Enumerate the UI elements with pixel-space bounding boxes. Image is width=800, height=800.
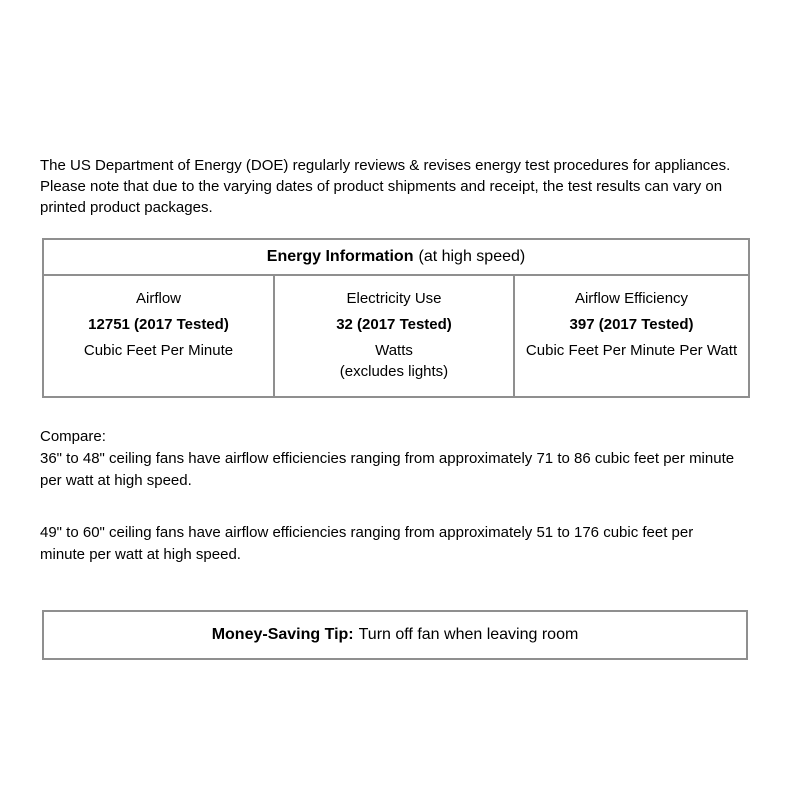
energy-cell-electricity-use: [274, 275, 514, 397]
electricity-use-unit: Watts: [375, 342, 413, 359]
energy-table-header-row: [43, 239, 749, 275]
energy-cell-airflow: [43, 275, 274, 397]
airflow-efficiency-label: Airflow Efficiency: [574, 290, 689, 307]
energy-information-table: [42, 238, 750, 398]
energy-cell-airflow-efficiency: [514, 275, 749, 397]
energy-table-header: [43, 239, 749, 275]
airflow-efficiency-value: 397 (2017 Tested): [569, 316, 694, 333]
compare-heading: Compare:: [40, 428, 106, 445]
money-saving-tip-text: Turn off fan when leaving room: [358, 626, 579, 643]
compare-paragraph-36-48: 36" to 48" ceiling fans have airflow efficiencies ranging from approximately 71 to 86 cubic feet per minute per watt at high speed.: [40, 450, 735, 489]
electricity-use-unit-note: (excludes lights): [339, 363, 449, 380]
doe-disclaimer-paragraph: The US Department of Energy (DOE) regularly reviews & revises energy test procedures for appliances. Please note that due to the varying dates of product shipments and receipt, the test results can vary on printed product packages.: [40, 157, 731, 216]
airflow-unit: Cubic Feet Per Minute: [83, 342, 234, 359]
compare-paragraph-49-60: 49" to 60" ceiling fans have airflow efficiencies ranging from approximately 51 to 176 cubic feet per minute per watt at high speed.: [40, 524, 694, 563]
airflow-label: Airflow: [135, 290, 181, 307]
money-saving-tip-box: [42, 610, 748, 660]
energy-table-title: Energy Information: [266, 248, 414, 265]
compare-section: [40, 426, 740, 566]
energy-table-body-row: [43, 275, 749, 397]
money-saving-tip-label: Money-Saving Tip:: [211, 626, 354, 643]
airflow-efficiency-unit: Cubic Feet Per Minute Per Watt: [525, 342, 738, 359]
energy-table-title-note: (at high speed): [418, 248, 526, 265]
electricity-use-label: Electricity Use: [346, 290, 442, 307]
electricity-use-value: 32 (2017 Tested): [336, 316, 452, 333]
airflow-value: 12751 (2017 Tested): [88, 316, 229, 333]
page-content: [40, 0, 750, 660]
